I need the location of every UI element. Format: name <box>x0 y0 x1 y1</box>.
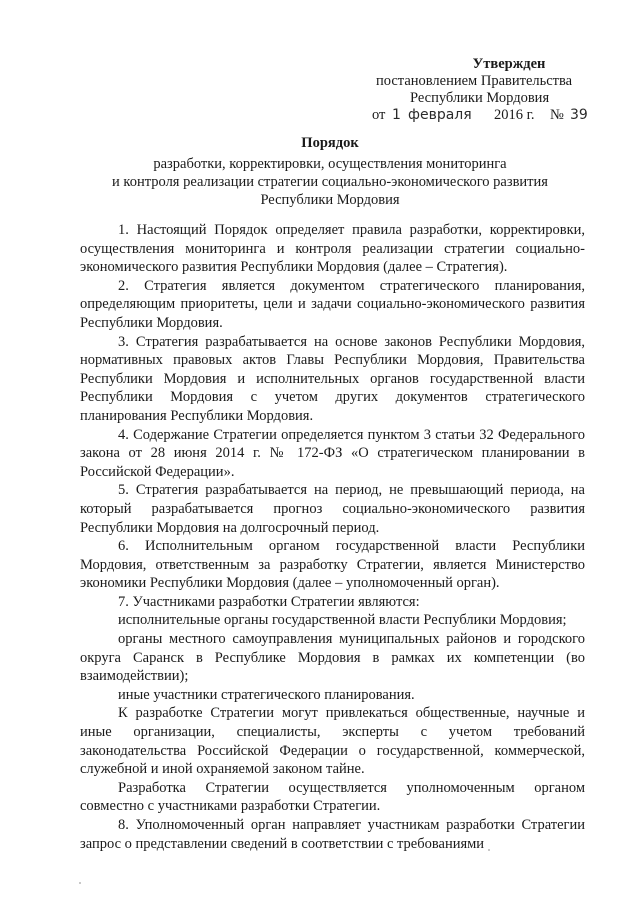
document-title <box>80 134 580 209</box>
title-main: Порядок <box>301 135 359 151</box>
date-month-handwritten: февраля <box>408 107 472 123</box>
scan-speck <box>79 882 81 884</box>
title-line-2: и контроля реализации стратегии социально-экономического развития <box>112 174 548 190</box>
scan-speck <box>488 849 490 851</box>
paragraph-8: 8. Уполномоченный орган направляет участникам разработки Стратегии запрос о представлении сведений в соответствии с требованиями <box>80 817 585 852</box>
paragraph-6: 6. Исполнительным органом государственной власти Республики Мордовия, ответственным за разработку Стратегии, является Министерство экономики Республики Мордовия (далее – уполномоченный орган). <box>80 538 585 592</box>
document-body <box>80 221 585 853</box>
paragraph-4: 4. Содержание Стратегии определяется пунктом 3 статьи 32 Федерального закона от 28 июня 2014 г. № 172-ФЗ «О стратегическом планировании в Российской Федерации». <box>80 426 585 480</box>
approval-line-republic: Республики Мордовия <box>410 90 550 106</box>
title-line-1: разработки, корректировки, осуществления мониторинга <box>153 156 507 172</box>
paragraph-5: 5. Стратегия разрабатывается на период, не превышающий периода, на который разрабатывается прогноз социально-экономического развития Республики Мордовия на долгосрочный период. <box>80 482 585 536</box>
paragraph-2: 2. Стратегия является документом стратегического планирования, определяющим приоритеты, цели и задачи социально-экономического развития Республики Мордовия. <box>80 277 585 331</box>
approval-line-decree: постановлением Правительства <box>376 73 573 89</box>
approval-stamp <box>372 56 612 124</box>
participant-item-other: иные участники стратегического планирования. <box>118 686 415 703</box>
participant-item-local: органы местного самоуправления муниципальных районов и городского округа Саранск в Республике Мордовия в рамках их компетенции (во взаимодействии); <box>80 631 585 685</box>
paragraph-1: 1. Настоящий Порядок определяет правила разработки, корректировки, осуществления мониторинга и контроля реализации стратегии социально-экономического развития Республики Мордовия (далее – Стратегия). <box>80 222 585 276</box>
date-prefix: от <box>372 107 386 123</box>
paragraph-involvement: К разработке Стратегии могут привлекаться общественные, научные и иные организации, специалисты, эксперты с учетом требований законодательства Российской Федерации о государственной, коммерческой, служебной и иной охраняемой законом тайне. <box>80 705 585 778</box>
paragraph-7: 7. Участниками разработки Стратегии являются: <box>118 593 420 610</box>
approval-heading: Утвержден <box>472 56 546 72</box>
decree-number-handwritten: 39 <box>570 107 588 123</box>
approval-date-line <box>372 107 612 124</box>
participant-item-executive: исполнительные органы государственной власти Республики Мордовия; <box>118 612 567 629</box>
paragraph-3: 3. Стратегия разрабатывается на основе законов Республики Мордовия, нормативных правовых актов Главы Республики Мордовия, Правительства Республики Мордовия и исполнительных органов государственной власти Республики Мордовия с учетом других документов стратегического планирования Республики Мордовия. <box>80 333 585 424</box>
date-year: 2016 г. <box>494 107 535 123</box>
paragraph-development: Разработка Стратегии осуществляется уполномоченным органом совместно с участниками разработки Стратегии. <box>80 779 585 815</box>
date-day-handwritten: 1 <box>392 107 401 123</box>
title-line-3: Республики Мордовия <box>260 192 400 208</box>
number-sign: № <box>550 107 564 123</box>
